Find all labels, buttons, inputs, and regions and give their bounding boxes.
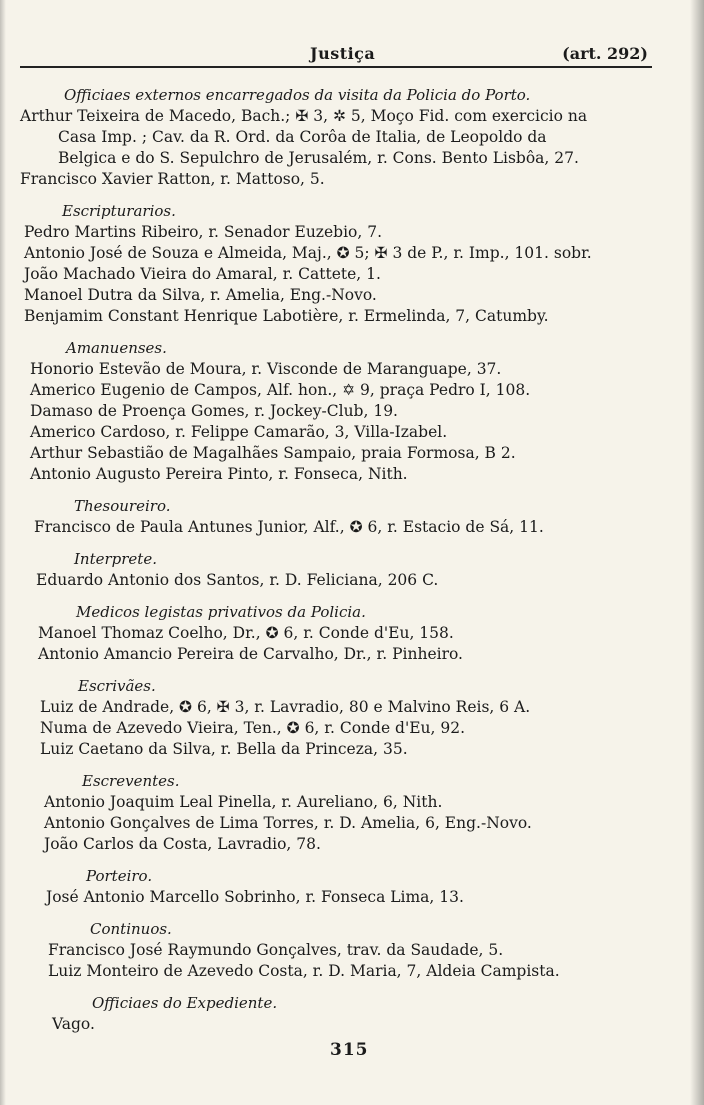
section-amanuenses bbox=[0, 337, 704, 485]
section-heading: Continuos. bbox=[90, 920, 172, 938]
section-medicos-legistas bbox=[0, 601, 704, 665]
section-escrivaes bbox=[0, 675, 704, 760]
section-heading: Officiaes externos encarregados da visita da Policia do Porto. bbox=[64, 86, 531, 104]
article-reference: (art. 292) bbox=[562, 44, 648, 63]
entry-line: Francisco Xavier Ratton, r. Mattoso, 5. bbox=[20, 170, 325, 188]
section-escreventes bbox=[0, 770, 704, 855]
section-heading: Escreventes. bbox=[82, 772, 180, 790]
section-heading: Interprete. bbox=[74, 550, 157, 568]
entry-line: Americo Eugenio de Campos, Alf. hon., ✡ 9, praça Pedro I, 108. bbox=[30, 381, 531, 399]
entry-line: Francisco de Paula Antunes Junior, Alf., ✪ 6, r. Estacio de Sá, 11. bbox=[34, 518, 544, 536]
entry-line: Antonio Augusto Pereira Pinto, r. Fonseca, Nith. bbox=[30, 465, 408, 483]
entry-line: Honorio Estevão de Moura, r. Visconde de Maranguape, 37. bbox=[30, 360, 502, 378]
entry-line: Arthur Teixeira de Macedo, Bach.; ✠ 3, ✲ 5, Moço Fid. com exercicio na bbox=[20, 107, 588, 125]
entry-line: Manoel Dutra da Silva, r. Amelia, Eng.-Novo. bbox=[24, 286, 377, 304]
entry-line: Numa de Azevedo Vieira, Ten., ✪ 6, r. Conde d'Eu, 92. bbox=[40, 719, 466, 737]
entry-line: Luiz Caetano da Silva, r. Bella da Princeza, 35. bbox=[40, 740, 408, 758]
entry-line: Benjamim Constant Henrique Labotière, r. Ermelinda, 7, Catumby. bbox=[24, 307, 549, 325]
section-heading: Escrivães. bbox=[78, 677, 156, 695]
entry-line: João Carlos da Costa, Lavradio, 78. bbox=[44, 835, 321, 853]
entry-line: Antonio José de Souza e Almeida, Maj., ✪ 5; ✠ 3 de P., r. Imp., 101. sobr. bbox=[24, 244, 592, 262]
section-officiaes-expediente bbox=[0, 992, 704, 1035]
entry-line: Americo Cardoso, r. Felippe Camarão, 3, Villa-Izabel. bbox=[30, 423, 448, 441]
entry-line: Antonio Joaquim Leal Pinella, r. Aureliano, 6, Nith. bbox=[44, 793, 443, 811]
entry-line: Manoel Thomaz Coelho, Dr., ✪ 6, r. Conde d'Eu, 158. bbox=[38, 624, 454, 642]
entry-line: Belgica e do S. Sepulchro de Jerusalém, r. Cons. Bento Lisbôa, 27. bbox=[58, 149, 579, 167]
section-heading: Escripturarios. bbox=[62, 202, 176, 220]
running-title: Justiça bbox=[310, 44, 376, 63]
section-heading: Porteiro. bbox=[86, 867, 153, 885]
section-interprete bbox=[0, 548, 704, 591]
entry-line: João Machado Vieira do Amaral, r. Cattete, 1. bbox=[24, 265, 381, 283]
section-porteiro bbox=[0, 865, 704, 908]
entry-line: Eduardo Antonio dos Santos, r. D. Feliciana, 206 C. bbox=[36, 571, 439, 589]
section-heading: Amanuenses. bbox=[66, 339, 167, 357]
entry-line: Luiz de Andrade, ✪ 6, ✠ 3, r. Lavradio, 80 e Malvino Reis, 6 A. bbox=[40, 698, 531, 716]
section-heading: Officiaes do Expediente. bbox=[92, 994, 278, 1012]
entry-line: Francisco José Raymundo Gonçalves, trav. da Saudade, 5. bbox=[48, 941, 504, 959]
section-thesoureiro bbox=[0, 495, 704, 538]
header-rule bbox=[20, 66, 652, 68]
entry-line: Casa Imp. ; Cav. da R. Ord. da Corôa de Italia, de Leopoldo da bbox=[58, 128, 547, 146]
entry-line: Antonio Amancio Pereira de Carvalho, Dr., r. Pinheiro. bbox=[38, 645, 463, 663]
entry-line: Arthur Sebastião de Magalhães Sampaio, praia Formosa, B 2. bbox=[30, 444, 516, 462]
section-heading: Medicos legistas privativos da Policia. bbox=[76, 603, 366, 621]
section-continuos bbox=[0, 918, 704, 982]
entry-line: Damaso de Proença Gomes, r. Jockey-Club, 19. bbox=[30, 402, 398, 420]
entry-line: Vago. bbox=[52, 1015, 95, 1033]
section-escripturarios bbox=[0, 200, 704, 327]
entry-line: Antonio Gonçalves de Lima Torres, r. D. Amelia, 6, Eng.-Novo. bbox=[44, 814, 532, 832]
entry-line: Luiz Monteiro de Azevedo Costa, r. D. Maria, 7, Aldeia Campista. bbox=[48, 962, 560, 980]
page-number: 315 bbox=[330, 1040, 369, 1060]
entry-line: José Antonio Marcello Sobrinho, r. Fonseca Lima, 13. bbox=[46, 888, 464, 906]
entry-line: Pedro Martins Ribeiro, r. Senador Euzebio, 7. bbox=[24, 223, 382, 241]
section-officiaes-externos bbox=[0, 84, 704, 190]
directory-content bbox=[0, 84, 704, 1035]
section-heading: Thesoureiro. bbox=[74, 497, 171, 515]
page-header bbox=[20, 40, 652, 70]
